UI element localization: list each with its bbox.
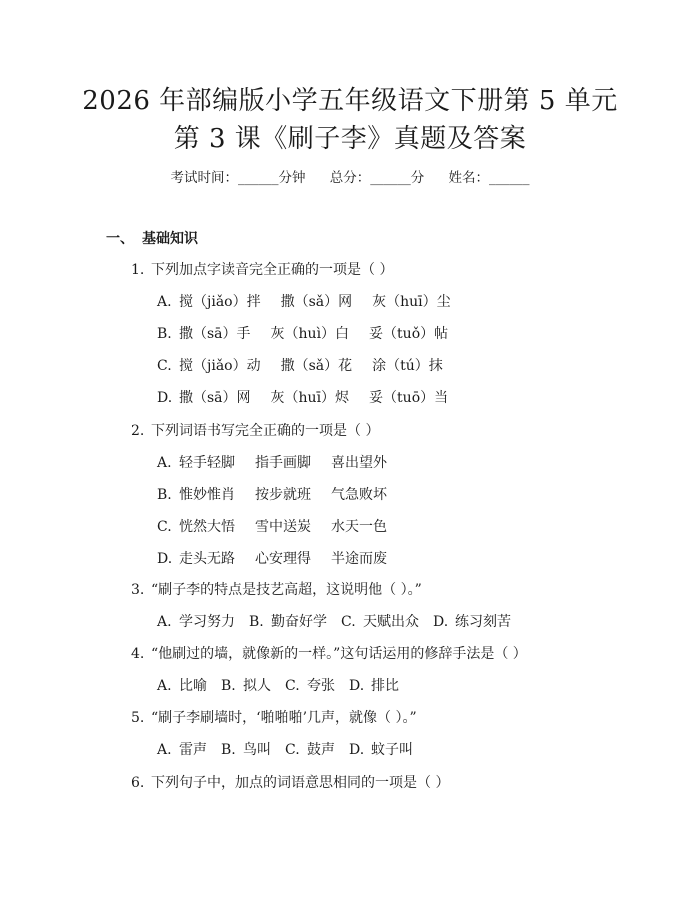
q3-option-a <box>157 612 235 632</box>
q4-options <box>157 676 413 696</box>
option-letter: D. <box>433 614 449 630</box>
question-3 <box>131 580 422 600</box>
option-letter: D. <box>157 390 173 406</box>
option-text: 蚊子叫 <box>371 742 413 758</box>
question-2 <box>131 421 379 441</box>
question-number: 4. <box>131 646 145 662</box>
option-text: 天赋出众 <box>363 614 419 630</box>
section-title: 基础知识 <box>142 231 198 247</box>
option-item: 水天一色 <box>331 519 387 535</box>
option-item: 涂（tú）抹 <box>372 358 443 374</box>
option-letter: A. <box>157 614 172 630</box>
option-item: 撒（sā）网 <box>179 390 251 406</box>
option-letter: C. <box>285 742 300 758</box>
section-number: 一、 <box>106 231 134 247</box>
option-item: 妥（tuō）当 <box>369 390 449 406</box>
q2-option-b <box>157 485 387 505</box>
q5-options <box>157 740 427 760</box>
option-text: 鸟叫 <box>243 742 271 758</box>
option-item: 灰（huì）白 <box>270 326 350 342</box>
option-item: 撒（sǎ）网 <box>280 294 353 310</box>
question-number: 1. <box>131 262 145 278</box>
q3-option-b <box>249 612 327 632</box>
q2-option-d <box>157 549 387 569</box>
question-number: 6. <box>131 775 145 791</box>
question-number: 2. <box>131 423 145 439</box>
section-heading <box>106 229 198 249</box>
option-letter: C. <box>157 358 172 374</box>
exam-score-field: 总分：______分 <box>329 170 425 186</box>
exam-title-line-1: 2026 年部编版小学五年级语文下册第 5 单元 <box>82 86 618 116</box>
option-text: 雷声 <box>179 742 207 758</box>
option-text: 比喻 <box>179 678 207 694</box>
option-letter: A. <box>157 742 172 758</box>
option-letter: B. <box>157 326 172 342</box>
q4-option-b <box>221 676 271 696</box>
question-6 <box>131 773 449 793</box>
option-text: 学习努力 <box>179 614 235 630</box>
option-text: 练习刻苦 <box>455 614 511 630</box>
question-1 <box>131 260 393 280</box>
option-item: 惟妙惟肖 <box>179 487 235 503</box>
option-item: 妥（tuǒ）帖 <box>369 326 449 342</box>
q1-option-b <box>157 324 448 344</box>
q3-option-d <box>433 612 511 632</box>
option-item: 半途而废 <box>331 551 387 567</box>
option-letter: B. <box>249 614 264 630</box>
option-letter: A. <box>157 678 172 694</box>
option-letter: D. <box>349 678 365 694</box>
q5-option-b <box>221 740 271 760</box>
question-text: 下列句子中，加点的词语意思相同的一项是（ ） <box>151 775 450 791</box>
option-item: 撒（sā）手 <box>179 326 251 342</box>
question-4 <box>131 644 527 664</box>
option-item: 轻手轻脚 <box>179 455 235 471</box>
option-item: 撒（sǎ）花 <box>280 358 353 374</box>
question-text: 下列词语书写完全正确的一项是（ ） <box>151 423 380 439</box>
q4-option-d <box>349 676 399 696</box>
option-item: 心安理得 <box>255 551 311 567</box>
option-item: 搅（jiǎo）拌 <box>179 294 261 310</box>
q2-option-a <box>157 453 387 473</box>
option-item: 雪中送炭 <box>255 519 311 535</box>
option-text: 排比 <box>371 678 399 694</box>
exam-meta <box>0 168 700 188</box>
question-5 <box>131 708 417 728</box>
option-letter: B. <box>157 487 172 503</box>
option-text: 夸张 <box>307 678 335 694</box>
option-letter: C. <box>285 678 300 694</box>
student-name-field: 姓名：______ <box>448 170 530 186</box>
q4-option-c <box>285 676 335 696</box>
q1-option-a <box>157 292 451 312</box>
option-text: 拟人 <box>243 678 271 694</box>
option-text: 勤奋好学 <box>271 614 327 630</box>
option-item: 指手画脚 <box>255 455 311 471</box>
question-number: 5. <box>131 710 145 726</box>
option-item: 灰（huī）尘 <box>372 294 451 310</box>
q3-options <box>157 612 525 632</box>
q3-option-c <box>341 612 419 632</box>
option-text: 鼓声 <box>307 742 335 758</box>
question-number: 3. <box>131 582 145 598</box>
q5-option-d <box>349 740 413 760</box>
option-item: 按步就班 <box>255 487 311 503</box>
question-text: “刷子李刷墙时，‘啪啪啪’几声，就像（ ）。” <box>151 710 417 726</box>
option-letter: B. <box>221 742 236 758</box>
q5-option-a <box>157 740 207 760</box>
option-letter: B. <box>221 678 236 694</box>
option-letter: D. <box>349 742 365 758</box>
option-letter: A. <box>157 294 172 310</box>
question-text: “刷子李的特点是技艺高超，这说明他（ ）。” <box>151 582 422 598</box>
option-item: 恍然大悟 <box>179 519 235 535</box>
question-text: 下列加点字读音完全正确的一项是（ ） <box>151 262 394 278</box>
option-item: 灰（huī）烬 <box>270 390 350 406</box>
option-letter: A. <box>157 455 172 471</box>
option-item: 走头无路 <box>179 551 235 567</box>
option-item: 喜出望外 <box>331 455 387 471</box>
exam-time-field: 考试时间：______分钟 <box>170 170 306 186</box>
q2-option-c <box>157 517 387 537</box>
option-letter: C. <box>341 614 356 630</box>
option-item: 气急败坏 <box>331 487 387 503</box>
q4-option-a <box>157 676 207 696</box>
exam-title-line-2: 第 3 课《刷子李》真题及答案 <box>173 124 527 154</box>
q5-option-c <box>285 740 335 760</box>
option-letter: D. <box>157 551 173 567</box>
option-item: 搅（jiǎo）动 <box>179 358 261 374</box>
q1-option-c <box>157 356 443 376</box>
q1-option-d <box>157 388 448 408</box>
question-text: “他刷过的墙，就像新的一样。”这句话运用的修辞手法是（ ） <box>151 646 527 662</box>
option-letter: C. <box>157 519 172 535</box>
